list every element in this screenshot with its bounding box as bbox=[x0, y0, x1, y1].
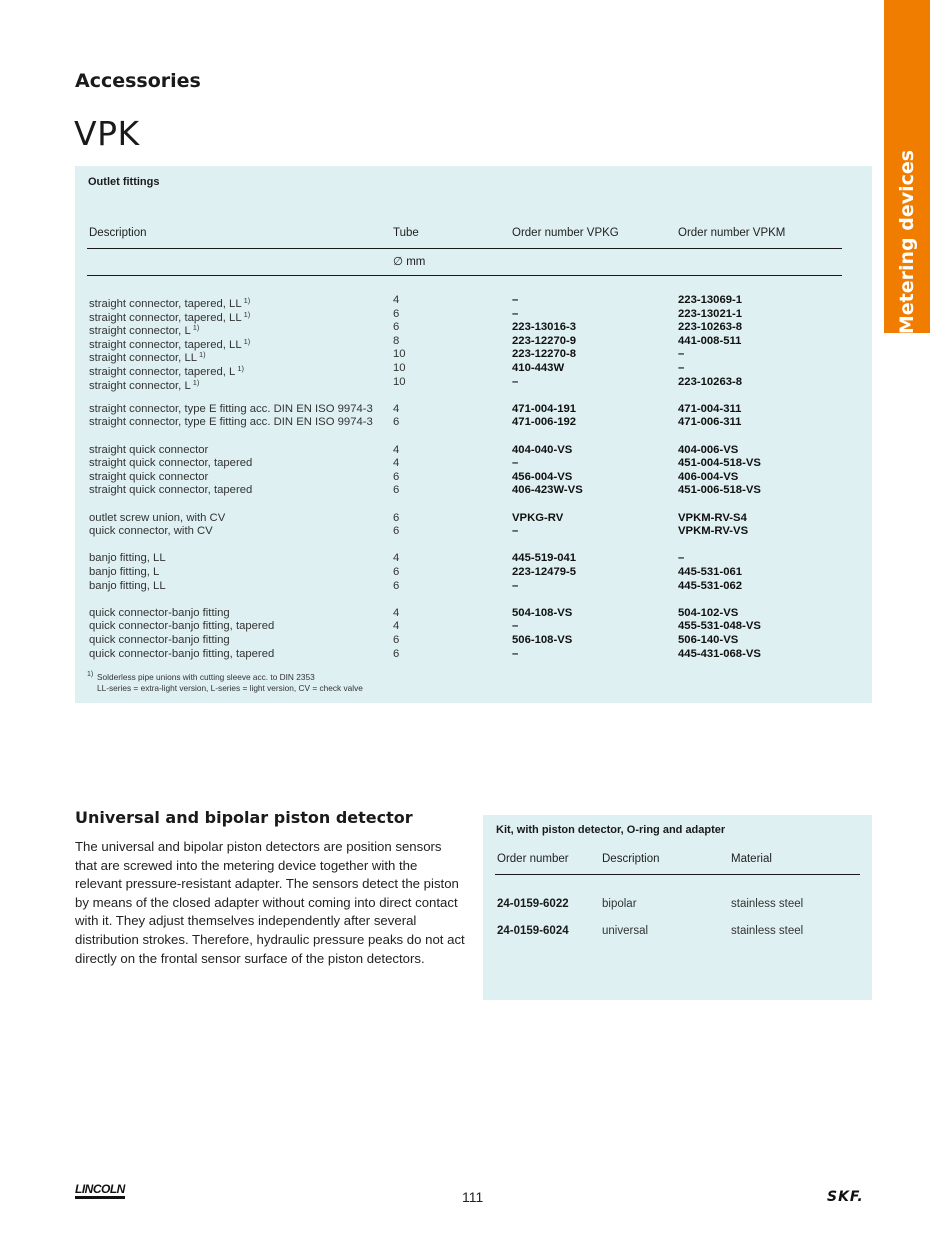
row-description-text: banjo fitting, LL bbox=[89, 579, 166, 592]
row-tube: 6 bbox=[393, 470, 400, 483]
row-order-vpkm: 223-13021-1 bbox=[678, 307, 743, 320]
table-row bbox=[75, 580, 872, 594]
table-row bbox=[75, 403, 872, 417]
row-tube: 6 bbox=[393, 321, 400, 334]
row-description-text: straight connector, type E fitting acc. DIN EN ISO 9974-3 bbox=[89, 416, 373, 429]
row-order-vpkg: – bbox=[512, 457, 519, 470]
row-material: stainless steel bbox=[731, 925, 804, 937]
page-title: VPK bbox=[74, 114, 140, 153]
table-row bbox=[75, 471, 872, 485]
row-order-vpkg: 471-006-192 bbox=[512, 416, 577, 429]
column-header-description: Description bbox=[89, 227, 147, 239]
row-description-text: quick connector-banjo fitting bbox=[89, 606, 230, 619]
footnote-reference: 1) bbox=[199, 350, 206, 360]
row-tube: 4 bbox=[393, 402, 400, 415]
row-tube: 4 bbox=[393, 552, 400, 565]
table-row bbox=[75, 512, 872, 526]
row-order-vpkg: – bbox=[512, 375, 519, 388]
row-tube: 4 bbox=[393, 620, 400, 633]
row-order-vpkg: – bbox=[512, 647, 519, 660]
row-description-text: quick connector, with CV bbox=[89, 525, 213, 538]
table-row bbox=[75, 607, 872, 621]
footnote-reference: 1) bbox=[243, 296, 251, 305]
row-order-vpkm: 223-10263-8 bbox=[678, 321, 743, 334]
row-description bbox=[89, 648, 274, 662]
row-description bbox=[89, 376, 199, 394]
table-row bbox=[75, 308, 872, 322]
row-order-vpkm: 445-531-061 bbox=[678, 566, 743, 578]
row-description bbox=[89, 484, 252, 498]
row-order-vpkg: 404-040-VS bbox=[512, 443, 573, 456]
row-order-vpkg: – bbox=[512, 307, 519, 320]
row-tube: 10 bbox=[393, 348, 406, 361]
row-order-vpkm: 451-006-518-VS bbox=[678, 484, 761, 497]
row-order-vpkm: 445-531-062 bbox=[678, 579, 743, 592]
row-order-vpkg: – bbox=[512, 294, 519, 306]
row-material: stainless steel bbox=[731, 898, 804, 910]
row-tube: 6 bbox=[393, 634, 400, 646]
row-tube: 6 bbox=[393, 647, 400, 660]
row-description bbox=[89, 580, 166, 594]
row-tube: 4 bbox=[393, 443, 400, 456]
table-row bbox=[75, 525, 872, 539]
column-header-order-number: Order number bbox=[497, 853, 569, 865]
outlet-fittings-table bbox=[75, 166, 872, 703]
row-description-text: outlet screw union, with CV bbox=[89, 511, 226, 524]
column-header-material: Material bbox=[731, 853, 772, 865]
row-order-vpkm: 506-140-VS bbox=[678, 634, 739, 646]
row-tube: 4 bbox=[393, 294, 400, 306]
row-order-vpkg: 410-443W bbox=[512, 362, 565, 374]
row-order-vpkg: 223-12479-5 bbox=[512, 566, 577, 578]
row-description-text: quick connector-banjo fitting, tapered bbox=[89, 647, 275, 660]
row-description: universal bbox=[602, 925, 649, 937]
row-description bbox=[89, 416, 373, 430]
row-description-text: straight connector, L bbox=[89, 379, 191, 392]
table-row bbox=[75, 444, 872, 458]
footnote-reference: 1) bbox=[243, 309, 251, 319]
row-tube: 4 bbox=[393, 457, 400, 470]
row-description-text: quick connector-banjo fitting, tapered bbox=[89, 620, 275, 633]
detector-title: Universal and bipolar piston detector bbox=[75, 808, 413, 827]
row-order-vpkm: 441-008-511 bbox=[678, 334, 742, 347]
row-description bbox=[89, 607, 230, 621]
table-row bbox=[75, 294, 872, 308]
skf-logo: SKF. bbox=[827, 1189, 864, 1205]
row-order-vpkm: 451-004-518-VS bbox=[678, 457, 761, 470]
row-order-vpkm: VPKM-RV-S4 bbox=[678, 511, 747, 524]
kit-title: Kit, with piston detector, O-ring and adapter bbox=[496, 824, 726, 836]
row-description-text: straight connector, type E fitting acc. DIN EN ISO 9974-3 bbox=[89, 402, 373, 415]
row-description bbox=[89, 444, 208, 458]
row-description-text: straight quick connector bbox=[89, 470, 209, 483]
column-header-description: Description bbox=[602, 853, 660, 865]
table-row bbox=[75, 566, 872, 580]
footnote-reference: 1) bbox=[243, 336, 251, 346]
row-tube: 8 bbox=[393, 334, 400, 347]
table-row bbox=[75, 376, 872, 390]
row-description: bipolar bbox=[602, 898, 637, 910]
footnote-reference: 1) bbox=[192, 323, 200, 333]
row-description-text: straight connector, tapered, LL bbox=[89, 311, 242, 324]
row-order-vpkg: – bbox=[512, 525, 519, 538]
row-tube: 10 bbox=[393, 362, 406, 374]
table-row bbox=[75, 321, 872, 338]
row-description bbox=[89, 457, 252, 471]
row-description bbox=[89, 512, 225, 526]
row-order-vpkg: 445-519-041 bbox=[512, 552, 577, 565]
row-order-number: 24-0159-6024 bbox=[497, 925, 569, 937]
row-order-vpkm: 504-102-VS bbox=[678, 606, 739, 619]
footnote bbox=[87, 672, 363, 693]
row-description bbox=[89, 403, 373, 417]
row-description-text: straight connector, tapered, LL bbox=[89, 338, 242, 351]
header-divider bbox=[87, 275, 842, 276]
column-header-vpkg: Order number VPKG bbox=[512, 227, 619, 239]
row-order-vpkg: 456-004-VS bbox=[512, 470, 573, 483]
row-order-vpkg: 223-12270-8 bbox=[512, 348, 577, 361]
row-tube: 6 bbox=[393, 525, 400, 538]
table-row bbox=[75, 552, 872, 566]
table-row bbox=[75, 634, 872, 648]
footnote-line: LL-series = extra-light version, L-series = light version, CV = check valve bbox=[97, 682, 363, 693]
row-order-vpkm: – bbox=[678, 348, 685, 361]
row-description-text: quick connector-banjo fitting bbox=[89, 634, 230, 646]
row-order-number: 24-0159-6022 bbox=[497, 898, 569, 910]
row-order-vpkm: 471-004-311 bbox=[678, 402, 742, 415]
row-order-vpkg: 406-423W-VS bbox=[512, 484, 583, 497]
row-order-vpkm: 223-13069-1 bbox=[678, 294, 743, 306]
header-divider bbox=[495, 874, 860, 875]
row-tube: 6 bbox=[393, 566, 400, 578]
row-order-vpkm: 455-531-048-VS bbox=[678, 620, 761, 633]
row-order-vpkm: – bbox=[678, 552, 685, 565]
row-description-text: straight quick connector, tapered bbox=[89, 457, 253, 470]
row-tube: 6 bbox=[393, 511, 400, 524]
table-row bbox=[75, 620, 872, 634]
row-tube: 6 bbox=[393, 484, 400, 497]
row-order-vpkg: 223-13016-3 bbox=[512, 321, 577, 334]
row-order-vpkg: 506-108-VS bbox=[512, 634, 573, 646]
row-tube: 4 bbox=[393, 606, 400, 619]
table-row bbox=[75, 416, 872, 430]
row-description bbox=[89, 552, 166, 566]
row-description bbox=[89, 525, 213, 539]
row-order-vpkm: VPKM-RV-VS bbox=[678, 525, 749, 538]
table-row bbox=[75, 348, 872, 365]
row-tube: 6 bbox=[393, 579, 400, 592]
table-row bbox=[75, 362, 872, 376]
row-description bbox=[89, 471, 208, 485]
kit-table bbox=[483, 815, 872, 1000]
row-description-text: straight connector, LL bbox=[89, 352, 198, 365]
footnote-mark: 1) bbox=[87, 671, 94, 678]
footnote-reference: 1) bbox=[237, 364, 244, 373]
row-order-vpkm: 406-004-VS bbox=[678, 470, 739, 483]
row-description bbox=[89, 566, 159, 580]
lincoln-logo: LINCOLN bbox=[75, 1184, 125, 1199]
table-row bbox=[75, 484, 872, 498]
column-header-tube: Tube bbox=[393, 227, 419, 239]
row-description-text: straight connector, tapered, L bbox=[89, 366, 236, 378]
row-order-vpkg: 471-004-191 bbox=[512, 402, 577, 415]
outlet-fittings-title: Outlet fittings bbox=[88, 176, 160, 188]
row-order-vpkm: 223-10263-8 bbox=[678, 375, 743, 388]
row-description bbox=[89, 620, 274, 634]
row-description-text: straight connector, tapered, LL bbox=[89, 298, 242, 310]
side-tab bbox=[884, 0, 930, 333]
table-row bbox=[75, 457, 872, 471]
row-order-vpkm: 445-431-068-VS bbox=[678, 647, 761, 660]
row-description-text: banjo fitting, LL bbox=[89, 552, 166, 565]
table-row bbox=[75, 335, 872, 349]
row-tube: 6 bbox=[393, 307, 400, 320]
row-tube: 6 bbox=[393, 416, 400, 429]
tube-unit: ∅ mm bbox=[393, 256, 426, 268]
row-order-vpkm: 471-006-311 bbox=[678, 416, 742, 429]
table-row bbox=[75, 648, 872, 662]
row-description-text: straight connector, L bbox=[89, 325, 191, 338]
row-description-text: straight quick connector, tapered bbox=[89, 484, 253, 497]
footnote-line: Solderless pipe unions with cutting sleeve acc. to DIN 2353 bbox=[97, 672, 315, 682]
row-order-vpkg: 504-108-VS bbox=[512, 606, 573, 619]
row-order-vpkg: VPKG-RV bbox=[512, 511, 564, 524]
row-order-vpkg: – bbox=[512, 579, 519, 592]
detector-description: The universal and bipolar piston detectors are position sensors that are screwed into the metering device together with the relevant pressure-resistant adapter. The sensors detect the piston by means of the closed adapter without coming into direct contact with it. They adjust themselves independently after several distribution strokes. Therefore, hydraulic pressure peaks do not act directly on the frontal sensor surface of the piston detectors. bbox=[75, 839, 465, 966]
row-tube: 10 bbox=[393, 375, 406, 388]
row-description bbox=[89, 634, 230, 648]
row-description-text: straight quick connector bbox=[89, 443, 209, 456]
row-order-vpkg: 223-12270-9 bbox=[512, 334, 577, 347]
row-order-vpkg: – bbox=[512, 620, 519, 633]
footnote-reference: 1) bbox=[192, 377, 200, 387]
side-tab-label: Metering devices bbox=[896, 149, 918, 335]
column-header-vpkm: Order number VPKM bbox=[678, 227, 786, 239]
header-divider bbox=[87, 248, 842, 249]
section-kicker: Accessories bbox=[75, 70, 201, 92]
page-number: 111 bbox=[462, 1189, 484, 1205]
row-order-vpkm: – bbox=[678, 362, 685, 374]
row-order-vpkm: 404-006-VS bbox=[678, 443, 739, 456]
row-description-text: banjo fitting, L bbox=[89, 566, 160, 578]
